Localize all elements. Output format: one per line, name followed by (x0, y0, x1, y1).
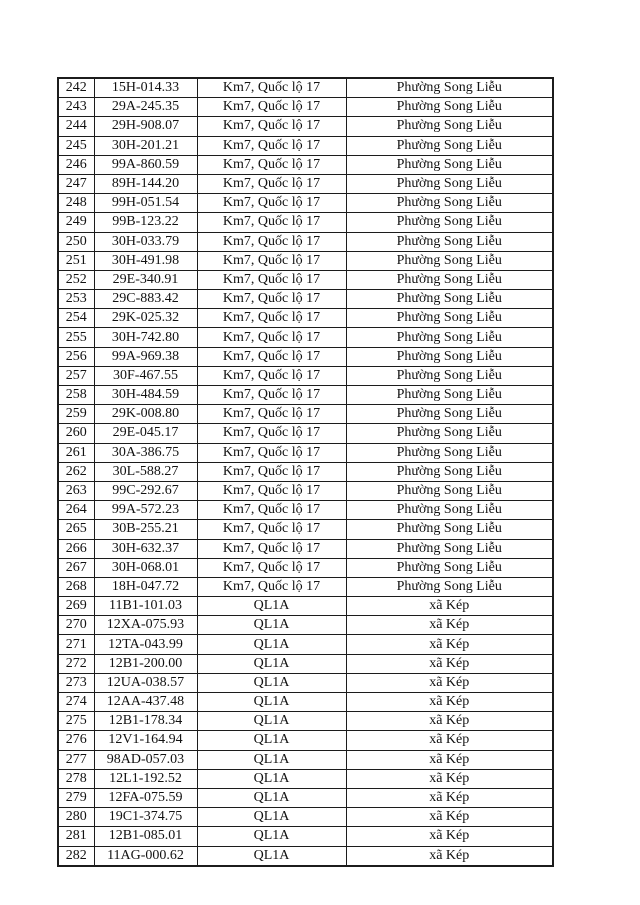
cell-row-number: 270 (58, 616, 94, 635)
cell-location: Km7, Quốc lộ 17 (197, 270, 346, 289)
cell-ward: Phường Song Liễu (346, 558, 553, 577)
cell-row-number: 267 (58, 558, 94, 577)
cell-ward: Phường Song Liễu (346, 232, 553, 251)
cell-ward: Phường Song Liễu (346, 366, 553, 385)
cell-location: Km7, Quốc lộ 17 (197, 577, 346, 596)
cell-row-number: 263 (58, 481, 94, 500)
cell-location: Km7, Quốc lộ 17 (197, 347, 346, 366)
cell-location: Km7, Quốc lộ 17 (197, 405, 346, 424)
table-row (58, 577, 553, 596)
cell-ward: Phường Song Liễu (346, 290, 553, 309)
cell-ward: Phường Song Liễu (346, 136, 553, 155)
table-row (58, 501, 553, 520)
table-row (58, 693, 553, 712)
cell-ward: Phường Song Liễu (346, 328, 553, 347)
cell-ward: xã Kép (346, 654, 553, 673)
cell-plate-number: 30H-742.80 (94, 328, 197, 347)
table-row (58, 520, 553, 539)
table-row (58, 827, 553, 846)
cell-ward: Phường Song Liễu (346, 481, 553, 500)
cell-plate-number: 15H-014.33 (94, 78, 197, 98)
cell-location: QL1A (197, 750, 346, 769)
cell-ward: xã Kép (346, 827, 553, 846)
table-row (58, 731, 553, 750)
cell-ward: Phường Song Liễu (346, 539, 553, 558)
table-row (58, 174, 553, 193)
cell-location: QL1A (197, 712, 346, 731)
table-row (58, 788, 553, 807)
cell-location: Km7, Quốc lộ 17 (197, 117, 346, 136)
cell-ward: xã Kép (346, 750, 553, 769)
cell-ward: Phường Song Liễu (346, 213, 553, 232)
cell-row-number: 281 (58, 827, 94, 846)
cell-location: Km7, Quốc lộ 17 (197, 501, 346, 520)
table-row (58, 616, 553, 635)
table-row (58, 750, 553, 769)
cell-location: Km7, Quốc lộ 17 (197, 232, 346, 251)
cell-row-number: 272 (58, 654, 94, 673)
cell-location: QL1A (197, 635, 346, 654)
cell-plate-number: 30F-467.55 (94, 366, 197, 385)
cell-location: Km7, Quốc lộ 17 (197, 424, 346, 443)
cell-row-number: 246 (58, 155, 94, 174)
cell-location: Km7, Quốc lộ 17 (197, 539, 346, 558)
table-row (58, 481, 553, 500)
cell-location: QL1A (197, 788, 346, 807)
cell-row-number: 245 (58, 136, 94, 155)
cell-plate-number: 29E-340.91 (94, 270, 197, 289)
cell-ward: Phường Song Liễu (346, 577, 553, 596)
cell-location: QL1A (197, 769, 346, 788)
table-row (58, 347, 553, 366)
cell-location: Km7, Quốc lộ 17 (197, 251, 346, 270)
cell-plate-number: 30H-068.01 (94, 558, 197, 577)
cell-location: QL1A (197, 597, 346, 616)
table-row (58, 539, 553, 558)
cell-location: Km7, Quốc lộ 17 (197, 174, 346, 193)
cell-ward: Phường Song Liễu (346, 405, 553, 424)
cell-location: Km7, Quốc lộ 17 (197, 386, 346, 405)
cell-location: Km7, Quốc lộ 17 (197, 520, 346, 539)
cell-ward: xã Kép (346, 846, 553, 866)
cell-location: Km7, Quốc lộ 17 (197, 462, 346, 481)
cell-row-number: 277 (58, 750, 94, 769)
cell-ward: Phường Song Liễu (346, 520, 553, 539)
cell-plate-number: 29K-025.32 (94, 309, 197, 328)
table-row (58, 213, 553, 232)
table-row (58, 769, 553, 788)
cell-row-number: 254 (58, 309, 94, 328)
cell-ward: xã Kép (346, 693, 553, 712)
cell-row-number: 266 (58, 539, 94, 558)
table-row (58, 136, 553, 155)
cell-plate-number: 12XA-075.93 (94, 616, 197, 635)
cell-ward: xã Kép (346, 808, 553, 827)
cell-plate-number: 30L-588.27 (94, 462, 197, 481)
table-row (58, 117, 553, 136)
cell-location: Km7, Quốc lộ 17 (197, 155, 346, 174)
table-row (58, 462, 553, 481)
cell-location: QL1A (197, 808, 346, 827)
table-row (58, 846, 553, 866)
table-row (58, 309, 553, 328)
cell-row-number: 269 (58, 597, 94, 616)
cell-location: Km7, Quốc lộ 17 (197, 213, 346, 232)
cell-plate-number: 99A-860.59 (94, 155, 197, 174)
cell-plate-number: 19C1-374.75 (94, 808, 197, 827)
cell-row-number: 262 (58, 462, 94, 481)
cell-ward: Phường Song Liễu (346, 309, 553, 328)
cell-location: Km7, Quốc lộ 17 (197, 194, 346, 213)
cell-plate-number: 29C-883.42 (94, 290, 197, 309)
cell-plate-number: 12V1-164.94 (94, 731, 197, 750)
cell-plate-number: 18H-047.72 (94, 577, 197, 596)
cell-row-number: 268 (58, 577, 94, 596)
cell-plate-number: 99C-292.67 (94, 481, 197, 500)
cell-row-number: 260 (58, 424, 94, 443)
cell-location: Km7, Quốc lộ 17 (197, 366, 346, 385)
cell-plate-number: 11AG-000.62 (94, 846, 197, 866)
cell-row-number: 248 (58, 194, 94, 213)
cell-row-number: 253 (58, 290, 94, 309)
cell-plate-number: 30A-386.75 (94, 443, 197, 462)
cell-plate-number: 12L1-192.52 (94, 769, 197, 788)
cell-location: QL1A (197, 616, 346, 635)
cell-row-number: 244 (58, 117, 94, 136)
table-row (58, 808, 553, 827)
cell-plate-number: 98AD-057.03 (94, 750, 197, 769)
cell-plate-number: 30B-255.21 (94, 520, 197, 539)
cell-ward: xã Kép (346, 616, 553, 635)
table-row (58, 232, 553, 251)
cell-plate-number: 12FA-075.59 (94, 788, 197, 807)
cell-ward: Phường Song Liễu (346, 443, 553, 462)
cell-ward: Phường Song Liễu (346, 424, 553, 443)
cell-ward: xã Kép (346, 597, 553, 616)
cell-ward: Phường Song Liễu (346, 462, 553, 481)
table-row (58, 328, 553, 347)
cell-plate-number: 99H-051.54 (94, 194, 197, 213)
cell-ward: Phường Song Liễu (346, 78, 553, 98)
cell-row-number: 261 (58, 443, 94, 462)
cell-plate-number: 11B1-101.03 (94, 597, 197, 616)
cell-plate-number: 89H-144.20 (94, 174, 197, 193)
cell-ward: Phường Song Liễu (346, 98, 553, 117)
table-row (58, 290, 553, 309)
cell-location: Km7, Quốc lộ 17 (197, 290, 346, 309)
cell-location: Km7, Quốc lộ 17 (197, 78, 346, 98)
cell-plate-number: 30H-632.37 (94, 539, 197, 558)
cell-ward: xã Kép (346, 788, 553, 807)
cell-row-number: 279 (58, 788, 94, 807)
cell-location: Km7, Quốc lộ 17 (197, 481, 346, 500)
table-row (58, 194, 553, 213)
cell-row-number: 252 (58, 270, 94, 289)
cell-row-number: 275 (58, 712, 94, 731)
cell-row-number: 247 (58, 174, 94, 193)
cell-location: Km7, Quốc lộ 17 (197, 558, 346, 577)
cell-ward: Phường Song Liễu (346, 174, 553, 193)
cell-location: Km7, Quốc lộ 17 (197, 309, 346, 328)
cell-row-number: 251 (58, 251, 94, 270)
cell-row-number: 250 (58, 232, 94, 251)
cell-plate-number: 29K-008.80 (94, 405, 197, 424)
cell-ward: xã Kép (346, 673, 553, 692)
table-row (58, 424, 553, 443)
cell-row-number: 256 (58, 347, 94, 366)
table-row (58, 443, 553, 462)
cell-ward: Phường Song Liễu (346, 251, 553, 270)
cell-ward: Phường Song Liễu (346, 270, 553, 289)
cell-plate-number: 29H-908.07 (94, 117, 197, 136)
table-row (58, 78, 553, 98)
cell-row-number: 278 (58, 769, 94, 788)
cell-plate-number: 12AA-437.48 (94, 693, 197, 712)
cell-row-number: 242 (58, 78, 94, 98)
cell-location: QL1A (197, 693, 346, 712)
cell-row-number: 258 (58, 386, 94, 405)
cell-row-number: 273 (58, 673, 94, 692)
cell-plate-number: 30H-491.98 (94, 251, 197, 270)
table-row (58, 673, 553, 692)
table-row (58, 98, 553, 117)
table-row (58, 270, 553, 289)
table-row (58, 386, 553, 405)
cell-plate-number: 12B1-085.01 (94, 827, 197, 846)
cell-plate-number: 12B1-200.00 (94, 654, 197, 673)
cell-row-number: 271 (58, 635, 94, 654)
cell-plate-number: 99A-969.38 (94, 347, 197, 366)
cell-ward: Phường Song Liễu (346, 501, 553, 520)
table-row (58, 558, 553, 577)
cell-plate-number: 30H-033.79 (94, 232, 197, 251)
table-row (58, 654, 553, 673)
table-row (58, 597, 553, 616)
cell-plate-number: 12UA-038.57 (94, 673, 197, 692)
cell-location: QL1A (197, 731, 346, 750)
cell-plate-number: 29A-245.35 (94, 98, 197, 117)
cell-row-number: 265 (58, 520, 94, 539)
table-row (58, 155, 553, 174)
cell-plate-number: 99A-572.23 (94, 501, 197, 520)
cell-ward: Phường Song Liễu (346, 117, 553, 136)
cell-ward: Phường Song Liễu (346, 155, 553, 174)
cell-ward: Phường Song Liễu (346, 347, 553, 366)
cell-location: Km7, Quốc lộ 17 (197, 328, 346, 347)
cell-row-number: 280 (58, 808, 94, 827)
cell-plate-number: 99B-123.22 (94, 213, 197, 232)
table-row (58, 635, 553, 654)
vehicle-table (57, 77, 554, 867)
table-body (58, 78, 553, 866)
cell-row-number: 257 (58, 366, 94, 385)
cell-location: QL1A (197, 673, 346, 692)
cell-row-number: 249 (58, 213, 94, 232)
cell-plate-number: 30H-201.21 (94, 136, 197, 155)
cell-location: QL1A (197, 654, 346, 673)
cell-location: Km7, Quốc lộ 17 (197, 443, 346, 462)
cell-ward: xã Kép (346, 635, 553, 654)
cell-ward: xã Kép (346, 712, 553, 731)
cell-ward: Phường Song Liễu (346, 194, 553, 213)
cell-row-number: 243 (58, 98, 94, 117)
cell-location: Km7, Quốc lộ 17 (197, 136, 346, 155)
cell-plate-number: 12TA-043.99 (94, 635, 197, 654)
cell-row-number: 274 (58, 693, 94, 712)
cell-plate-number: 29E-045.17 (94, 424, 197, 443)
cell-row-number: 282 (58, 846, 94, 866)
table-row (58, 366, 553, 385)
cell-ward: xã Kép (346, 769, 553, 788)
cell-ward: xã Kép (346, 731, 553, 750)
table-row (58, 712, 553, 731)
table-row (58, 251, 553, 270)
cell-row-number: 264 (58, 501, 94, 520)
cell-row-number: 255 (58, 328, 94, 347)
cell-row-number: 276 (58, 731, 94, 750)
cell-plate-number: 12B1-178.34 (94, 712, 197, 731)
cell-location: QL1A (197, 846, 346, 866)
cell-ward: Phường Song Liễu (346, 386, 553, 405)
table-row (58, 405, 553, 424)
cell-plate-number: 30H-484.59 (94, 386, 197, 405)
cell-row-number: 259 (58, 405, 94, 424)
cell-location: QL1A (197, 827, 346, 846)
cell-location: Km7, Quốc lộ 17 (197, 98, 346, 117)
